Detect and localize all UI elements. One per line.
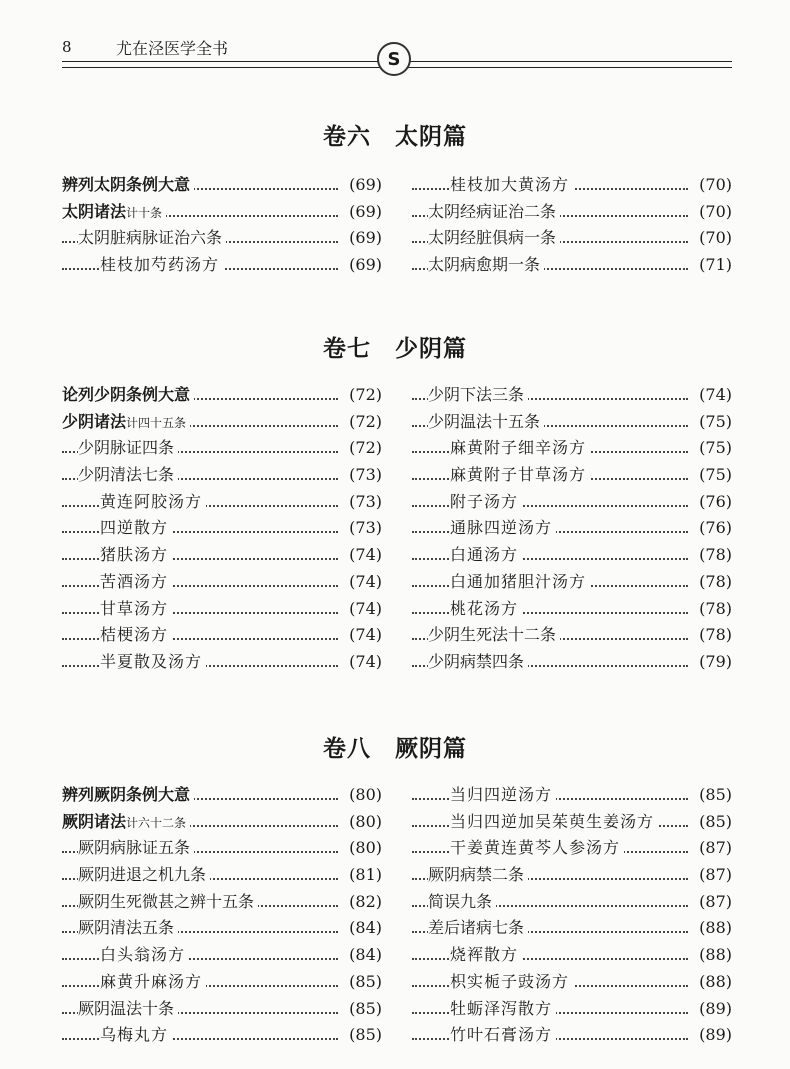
entry-page: (85) [345, 969, 382, 996]
toc-entry[interactable] [412, 462, 732, 489]
entry-label: 厥阴诸法计六十二条 [62, 809, 190, 837]
toc-entry[interactable] [412, 942, 732, 969]
entry-label: 甘草汤方 [100, 596, 172, 623]
toc-column-left [62, 172, 382, 279]
entry-label: 白头翁汤方 [100, 942, 189, 969]
entry-label: 厥阴病禁二条 [428, 862, 528, 889]
entry-page: (85) [695, 782, 732, 809]
toc-entry[interactable] [62, 199, 382, 226]
entry-label: 太阴经病证治二条 [428, 199, 560, 226]
entry-page: (81) [345, 862, 382, 889]
entry-label: 简误九条 [428, 889, 496, 916]
toc-entry[interactable] [412, 649, 732, 676]
entry-page: (74) [695, 382, 732, 409]
entry-page: (78) [695, 596, 732, 623]
entry-page: (85) [345, 996, 382, 1023]
entry-page: (76) [695, 489, 732, 516]
entry-label: 牡蛎泽泻散方 [450, 996, 556, 1023]
entry-page: (69) [345, 252, 382, 279]
toc-entry[interactable] [62, 172, 382, 199]
toc-entry[interactable] [412, 542, 732, 569]
entry-label: 猪肤汤方 [100, 542, 172, 569]
page-header [62, 36, 732, 76]
entry-page: (70) [695, 172, 732, 199]
toc-entry[interactable] [412, 382, 732, 409]
toc-entry[interactable] [412, 199, 732, 226]
entry-label: 通脉四逆汤方 [450, 515, 556, 542]
entry-page: (89) [695, 1022, 732, 1049]
toc-entry[interactable] [412, 969, 732, 996]
toc-entry[interactable] [62, 382, 382, 409]
entry-page: (88) [695, 969, 732, 996]
toc-column-left [62, 782, 382, 1049]
toc-entry[interactable] [62, 489, 382, 516]
page-number: 8 [62, 38, 72, 56]
entry-label: 少阴清法七条 [78, 462, 178, 489]
toc-entry[interactable] [412, 862, 732, 889]
toc-entry[interactable] [62, 462, 382, 489]
entry-label: 少阴病禁四条 [428, 649, 528, 676]
toc-entry[interactable] [412, 915, 732, 942]
entry-page: (84) [345, 942, 382, 969]
entry-page: (74) [345, 649, 382, 676]
entry-label: 桂枝加大黄汤方 [450, 172, 573, 199]
entry-page: (71) [695, 252, 732, 279]
toc-entry[interactable] [412, 596, 732, 623]
toc-entry[interactable] [412, 996, 732, 1023]
entry-label: 麻黄附子甘草汤方 [450, 462, 590, 489]
entry-label: 少阴脉证四条 [78, 435, 178, 462]
entry-page: (76) [695, 515, 732, 542]
toc-column-right [412, 172, 732, 279]
entry-page: (73) [345, 515, 382, 542]
entry-page: (80) [345, 835, 382, 862]
volume-title: 卷七 少阴篇 [323, 336, 467, 362]
toc-entry[interactable] [62, 252, 382, 279]
entry-label: 苦酒汤方 [100, 569, 172, 596]
toc-entry[interactable] [412, 622, 732, 649]
entry-label: 桃花汤方 [450, 596, 522, 623]
entry-page: (89) [695, 996, 732, 1023]
entry-page: (70) [695, 199, 732, 226]
toc-entry[interactable] [62, 862, 382, 889]
toc-entry[interactable] [62, 649, 382, 676]
entry-page: (79) [695, 649, 732, 676]
toc-entry[interactable] [62, 782, 382, 809]
toc-entry[interactable] [62, 809, 382, 836]
toc-entry[interactable] [412, 252, 732, 279]
entry-page: (75) [695, 462, 732, 489]
entry-page: (78) [695, 569, 732, 596]
entry-label: 太阴脏病脉证治六条 [78, 225, 226, 252]
entry-page: (85) [345, 1022, 382, 1049]
toc-entry[interactable] [412, 569, 732, 596]
entry-label: 枳实栀子豉汤方 [450, 969, 573, 996]
entry-label: 烧裈散方 [450, 942, 522, 969]
entry-label: 太阴诸法计十条 [62, 199, 166, 227]
entry-page: (75) [695, 409, 732, 436]
toc-entry[interactable] [62, 942, 382, 969]
toc-entry[interactable] [412, 172, 732, 199]
entry-label: 麻黄附子细辛汤方 [450, 435, 590, 462]
entry-page: (74) [345, 596, 382, 623]
volume-title: 卷六 太阴篇 [323, 124, 467, 150]
entry-page: (75) [695, 435, 732, 462]
entry-label: 厥阴温法十条 [78, 996, 178, 1023]
toc-column-right [412, 782, 732, 1049]
entry-label: 厥阴清法五条 [78, 915, 178, 942]
toc-entry[interactable] [62, 622, 382, 649]
entry-page: (72) [345, 382, 382, 409]
toc-entry[interactable] [412, 435, 732, 462]
entry-label: 少阴生死法十二条 [428, 622, 560, 649]
toc-entry[interactable] [62, 596, 382, 623]
toc-entry[interactable] [412, 409, 732, 436]
toc-entry[interactable] [62, 1022, 382, 1049]
toc-entry[interactable] [412, 809, 732, 836]
entry-page: (69) [345, 199, 382, 226]
entry-label: 四逆散方 [100, 515, 172, 542]
entry-page: (80) [345, 782, 382, 809]
entry-label: 少阴下法三条 [428, 382, 528, 409]
toc-column-left [62, 382, 382, 676]
entry-label: 当归四逆加吴茱萸生姜汤方 [450, 809, 658, 836]
toc-entry[interactable] [62, 409, 382, 436]
entry-page: (74) [345, 622, 382, 649]
entry-page: (69) [345, 172, 382, 199]
entry-label: 厥阴生死微甚之辨十五条 [78, 889, 258, 916]
toc-entry[interactable] [412, 835, 732, 862]
toc-entry[interactable] [412, 489, 732, 516]
entry-label: 辨列厥阴条例大意 [62, 782, 194, 809]
entry-page: (74) [345, 542, 382, 569]
entry-page: (78) [695, 542, 732, 569]
entry-page: (84) [345, 915, 382, 942]
toc-entry[interactable] [62, 835, 382, 862]
entry-page: (70) [695, 225, 732, 252]
entry-label: 干姜黄连黄芩人参汤方 [450, 835, 624, 862]
entry-label: 论列少阴条例大意 [62, 382, 194, 409]
entry-label: 竹叶石膏汤方 [450, 1022, 556, 1049]
entry-label: 太阴病愈期一条 [428, 252, 544, 279]
toc-entry[interactable] [412, 1022, 732, 1049]
toc-entry[interactable] [62, 225, 382, 252]
entry-label: 麻黄升麻汤方 [100, 969, 206, 996]
entry-page: (72) [345, 435, 382, 462]
entry-label: 半夏散及汤方 [100, 649, 206, 676]
toc-entry[interactable] [62, 996, 382, 1023]
entry-page: (82) [345, 889, 382, 916]
toc-entry[interactable] [412, 782, 732, 809]
entry-label: 桔梗汤方 [100, 622, 172, 649]
toc-column-right [412, 382, 732, 676]
toc-entry[interactable] [62, 889, 382, 916]
entry-label: 桂枝加芍药汤方 [100, 252, 223, 279]
entry-page: (73) [345, 489, 382, 516]
entry-label: 黄连阿胶汤方 [100, 489, 206, 516]
entry-label: 厥阴进退之机九条 [78, 862, 210, 889]
toc-entry[interactable] [62, 435, 382, 462]
entry-label: 乌梅丸方 [100, 1022, 172, 1049]
volume-title: 卷八 厥阴篇 [323, 736, 467, 762]
entry-page: (87) [695, 835, 732, 862]
toc-entry[interactable] [62, 569, 382, 596]
toc-entry[interactable] [412, 515, 732, 542]
toc-entry[interactable] [412, 889, 732, 916]
entry-label: 少阴诸法计四十五条 [62, 409, 190, 437]
entry-label: 当归四逆汤方 [450, 782, 556, 809]
book-title: 尤在泾医学全书 [116, 39, 229, 58]
toc-entry[interactable] [62, 915, 382, 942]
entry-page: (88) [695, 915, 732, 942]
entry-label: 白通加猪胆汁汤方 [450, 569, 590, 596]
entry-label: 辨列太阴条例大意 [62, 172, 194, 199]
toc-entry[interactable] [62, 515, 382, 542]
entry-page: (87) [695, 862, 732, 889]
entry-page: (72) [345, 409, 382, 436]
entry-page: (78) [695, 622, 732, 649]
entry-label: 太阴经脏俱病一条 [428, 225, 560, 252]
entry-label: 附子汤方 [450, 489, 522, 516]
entry-page: (74) [345, 569, 382, 596]
entry-label: 白通汤方 [450, 542, 522, 569]
entry-page: (88) [695, 942, 732, 969]
entry-page: (69) [345, 225, 382, 252]
entry-label: 厥阴病脉证五条 [78, 835, 194, 862]
entry-label: 差后诸病七条 [428, 915, 528, 942]
publisher-logo-icon: S [377, 42, 411, 76]
entry-page: (73) [345, 462, 382, 489]
entry-page: (80) [345, 809, 382, 836]
toc-entry[interactable] [62, 969, 382, 996]
toc-entry[interactable] [412, 225, 732, 252]
toc-entry[interactable] [62, 542, 382, 569]
entry-page: (87) [695, 889, 732, 916]
entry-page: (85) [695, 809, 732, 836]
entry-label: 少阴温法十五条 [428, 409, 544, 436]
